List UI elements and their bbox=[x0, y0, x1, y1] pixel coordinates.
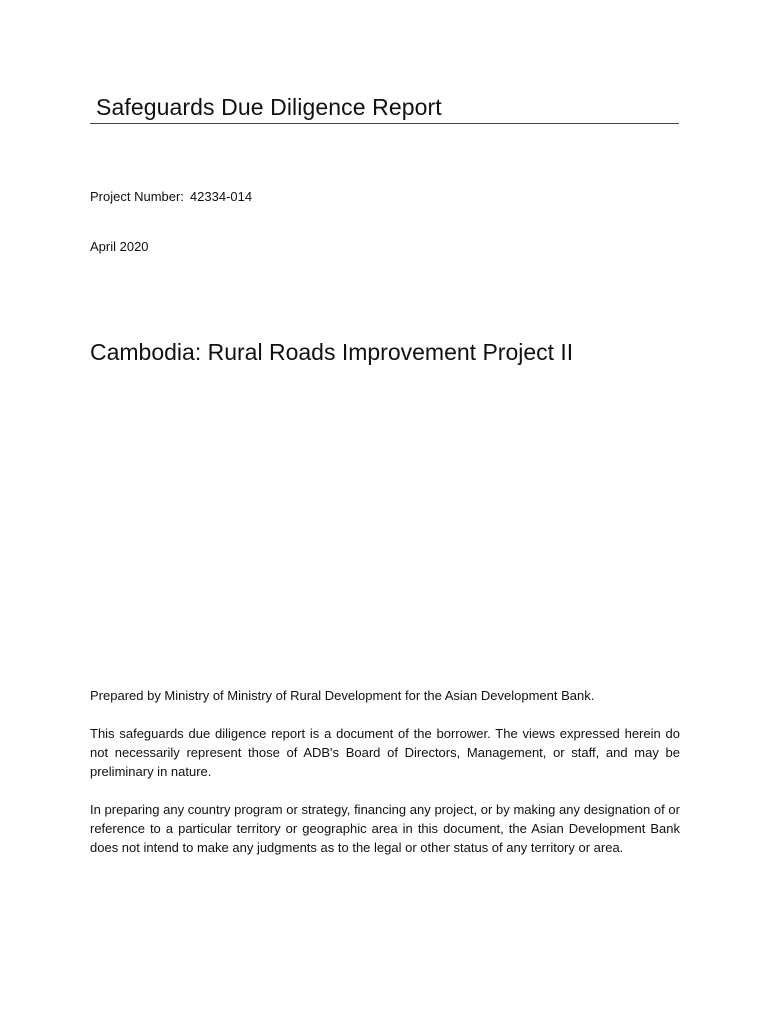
prepared-by-statement: Prepared by Ministry of Ministry of Rural Development for the Asian Development Bank. bbox=[90, 688, 595, 703]
report-date: April 2020 bbox=[90, 239, 149, 254]
project-number-value: 42334-014 bbox=[189, 189, 253, 204]
project-number-row bbox=[90, 189, 252, 204]
project-number-label: Project Number: bbox=[90, 189, 184, 204]
territory-disclaimer: In preparing any country program or strategy, financing any project, or by making any designation of or reference to a particular territory or geographic area in this document, the Asian Development Bank does not intend to make any judgments as to the legal or other status of any territory or area. bbox=[90, 802, 680, 855]
project-title: Cambodia: Rural Roads Improvement Project II bbox=[90, 339, 574, 365]
heading-divider bbox=[90, 123, 679, 124]
borrower-document-disclaimer: This safeguards due diligence report is a document of the borrower. The views expressed herein do not necessarily represent those of ADB's Board of Directors, Management, or staff, and may be preliminary in nature. bbox=[90, 726, 680, 779]
report-type-heading: Safeguards Due Diligence Report bbox=[96, 94, 442, 120]
